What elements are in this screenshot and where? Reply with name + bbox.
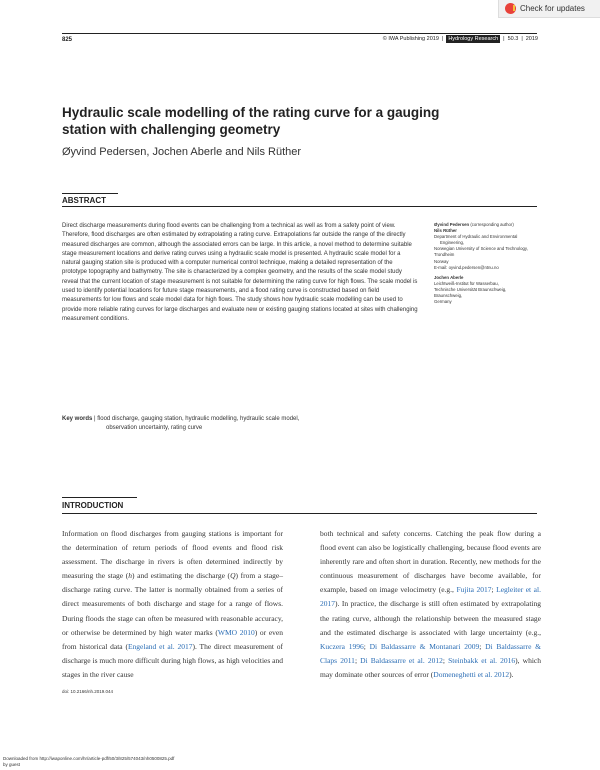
citation-link[interactable]: Di Baldassarre et al. 2012 bbox=[360, 655, 443, 665]
affiliations bbox=[434, 222, 544, 309]
math-symbol: Q bbox=[230, 571, 236, 581]
affiliation-1-line: Trondheim bbox=[434, 252, 455, 258]
download-line-2: by guest bbox=[3, 762, 21, 767]
keywords-list: flood discharge, gauging station, hydraulic modelling, hydraulic scale model, bbox=[97, 416, 300, 422]
doi: doi: 10.2166/nh.2019.044 bbox=[62, 689, 114, 694]
download-line-1: Downloaded from http://iwaponline.com/hr/article-pdf/50/3/825/574043/nh0500825.pdf bbox=[3, 756, 175, 761]
journal-name: Hydrology Research bbox=[448, 36, 499, 42]
copyright: © IWA Publishing 2019 bbox=[382, 36, 439, 42]
author3-name: Jochen Aberle bbox=[434, 274, 464, 280]
abstract-rule bbox=[62, 206, 537, 207]
body-text: ; bbox=[479, 641, 486, 651]
author2-name: Nils Rüther bbox=[434, 228, 457, 234]
author1-name: Øyvind Pedersen bbox=[434, 222, 470, 227]
abstract-text: Direct discharge measurements during flood events can be challenging from a technical as well as from a safety point of view. Therefore, flood discharges are often estimated by extrapolating a rating curve. Extrapolations far outside the range of the directly measured discharges are common, although the associated errors can be large. In this article, a novel method to determine suitable stage measurement locations and derive rating curves using a hydraulic scale model is presented. A hydraulic scale model for a natural gauging station site is produced with a computer numerical control technique, making a detailed representation of the prototype topography and bathymetry. The site is characterized by a complex geometry, and the results of the scale model study reveal that the current location of stage measurement is not suitable for determining the rating curve for high flows. The scale model is used to identify potential locations for future stage measurements, and a flood rating curve is constructed based on field measurements for low flows and scale model data for high flows. The study shows how hydraulic scale modelling can be used to provide more reliable rating curves for large discharges and evaluate new or existing gauging stations located at sites with challenging measurement conditions. bbox=[62, 223, 418, 322]
author1-note: (corresponding author) bbox=[470, 222, 514, 227]
update-icon bbox=[505, 3, 516, 14]
body-text: ) or even from historical data ( bbox=[62, 627, 283, 651]
citation-link[interactable]: Steinbakk et al. 2016 bbox=[448, 655, 516, 665]
body-text: ; bbox=[363, 641, 370, 651]
page-number: 825 bbox=[62, 37, 73, 43]
affiliation-2-line: Germany bbox=[434, 299, 452, 305]
citation-link[interactable]: Domeneghetti et al. 2012 bbox=[433, 669, 510, 679]
affiliation-1-line: E-mail: oyvind.pedersen@ntnu.no bbox=[434, 264, 499, 270]
body-text: ; bbox=[442, 655, 449, 665]
body-text: both technical and safety concerns. Catching the peak flow during a flood event can also be logistically challenging, because flood events are inherently rare and often short in duration. Recently, new methods for the continuous measurement of discharges have become available, for example, based on image velocimetry (e.g., bbox=[320, 529, 541, 595]
citation-link[interactable]: Di Baldassarre & Claps 2011 bbox=[320, 641, 542, 665]
introduction-column-1 bbox=[62, 527, 283, 682]
check-for-updates-button[interactable] bbox=[498, 0, 600, 18]
affiliation-2-line: Technische Universität Braunschweig, bbox=[434, 286, 507, 292]
affiliation-1-line: Norway bbox=[434, 258, 449, 264]
citation-link[interactable]: Di Baldassarre & Montanari 2009 bbox=[369, 641, 480, 651]
download-notice bbox=[3, 756, 174, 768]
citation-link[interactable]: Engeland et al. 2017 bbox=[127, 641, 193, 651]
affiliation-1-line: Norwegian University of Science and Technology, bbox=[434, 246, 528, 252]
article-title: Hydraulic scale modelling of the rating curve for a gauging station with challenging geometry bbox=[62, 105, 440, 137]
keywords-label: Key words bbox=[62, 416, 93, 422]
body-text: ), which may dominate other sources of error ( bbox=[320, 655, 542, 679]
introduction-heading-rule bbox=[62, 497, 137, 498]
body-text: ; bbox=[354, 655, 361, 665]
abstract-heading-rule bbox=[62, 193, 118, 194]
header-rule bbox=[62, 33, 537, 34]
citation-link[interactable]: Legleiter et al. 2017 bbox=[320, 585, 541, 609]
math-symbol: h bbox=[128, 571, 132, 581]
affiliation-block-2 bbox=[434, 281, 544, 305]
body-text: ; bbox=[491, 585, 497, 595]
keywords-list-cont: observation uncertainty, rating curve bbox=[106, 425, 203, 431]
affiliation-2-line: Braunschweig, bbox=[434, 293, 463, 299]
affiliation-block-1 bbox=[434, 234, 544, 271]
affiliation-1-line: Department of Hydraulic and Environmental bbox=[434, 234, 518, 240]
citation-link[interactable]: Kuczera 1996 bbox=[320, 641, 364, 651]
year: 2019 bbox=[525, 36, 538, 42]
body-text: ) and estimating the discharge ( bbox=[132, 571, 231, 581]
journal-info: © IWA Publishing 2019 | Hydrology Research | 50.3 | 2019 bbox=[382, 36, 538, 42]
body-text: ). The direct measurement of discharge is much more difficult during high flows, as high velocities and stages in the river cause bbox=[62, 641, 283, 679]
affiliation-1-line: Engineering, bbox=[440, 240, 465, 246]
introduction-rule bbox=[62, 513, 537, 514]
check-for-updates-label: Check for updates bbox=[520, 4, 585, 13]
affiliation-2-line: Leichtweiß-Institut für Wasserbau, bbox=[434, 280, 499, 286]
volume: 50.3 bbox=[507, 36, 519, 42]
body-text: ). In practice, the discharge is still often estimated by extrapolating the rating curve, although the relationship between the measured stage and the estimated discharge is associated with large uncertainty (e.g., bbox=[320, 599, 541, 637]
body-text: ). bbox=[509, 669, 514, 679]
article-authors: Øyvind Pedersen, Jochen Aberle and Nils Rüther bbox=[62, 146, 302, 158]
body-text: Information on flood discharges from gauging stations is important for the determination of return periods of flood events and flood risk assessment. The discharge in rivers is often determined indirectly by measuring the stage ( bbox=[62, 529, 283, 581]
introduction-heading: INTRODUCTION bbox=[62, 501, 124, 510]
body-text: ) from a stage–discharge rating curve. The latter is normally obtained from a series of direct measurements of both discharge and stage for a range of flows. During floods the stage can often be measured with reasonable accuracy, or otherwise be determined by high water marks ( bbox=[62, 571, 283, 637]
citation-link[interactable]: WMO 2010 bbox=[217, 627, 255, 637]
citation-link[interactable]: Fujita 2017 bbox=[456, 585, 492, 595]
introduction-column-2 bbox=[320, 527, 541, 682]
keywords: Key words | flood discharge, gauging station, hydraulic modelling, hydraulic scale model, observation uncertainty, rating curve bbox=[62, 415, 418, 433]
abstract-heading: ABSTRACT bbox=[62, 196, 106, 205]
